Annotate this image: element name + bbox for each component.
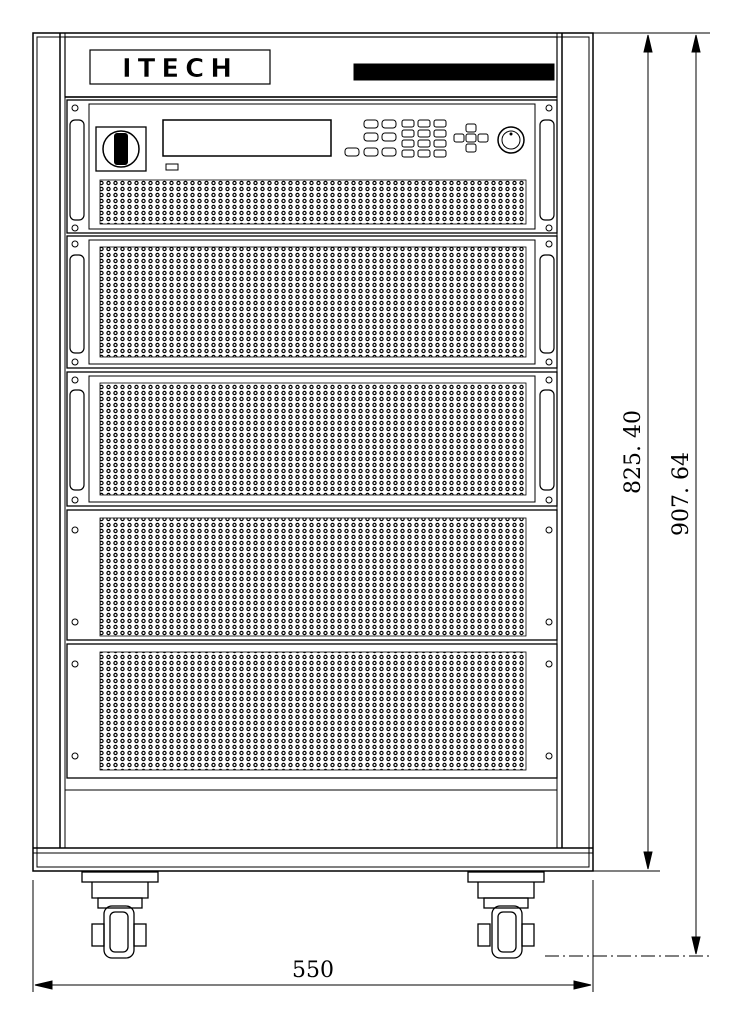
module-vent: [100, 247, 526, 357]
left-handle: [70, 120, 84, 220]
left-handle: [70, 255, 84, 353]
right-handle: [540, 120, 554, 220]
vented-panel-2: [67, 644, 557, 778]
width-dimension-label: 550: [292, 958, 334, 983]
overall-height-dimension-label: 907. 64: [669, 452, 694, 536]
panel-vent: [100, 518, 526, 636]
panel-vent: [100, 652, 526, 770]
brand-logo: [90, 50, 270, 84]
power-module-2: [67, 372, 557, 506]
brand-logo-text: ITECH: [121, 54, 239, 84]
rotary-knob[interactable]: [498, 127, 524, 153]
power-switch[interactable]: [96, 127, 146, 171]
right-handle: [540, 390, 554, 490]
vented-panel-1: [67, 510, 557, 640]
right-handle: [540, 255, 554, 353]
left-handle: [70, 390, 84, 490]
power-module-1: [67, 236, 557, 368]
header-panel: [65, 37, 557, 97]
module-vent: [100, 383, 526, 495]
product-label: [354, 64, 554, 80]
usb-port[interactable]: [166, 164, 178, 170]
left-caster: [82, 872, 158, 958]
right-caster: [468, 872, 544, 958]
keypad[interactable]: [345, 120, 488, 157]
control-unit-vent: [100, 180, 526, 224]
control-unit: [67, 100, 557, 233]
display-screen: [163, 120, 331, 156]
product-label-text: Bi-directional DC Power Supply: [366, 68, 542, 79]
cabinet-height-dimension-label: 825. 40: [621, 410, 646, 494]
